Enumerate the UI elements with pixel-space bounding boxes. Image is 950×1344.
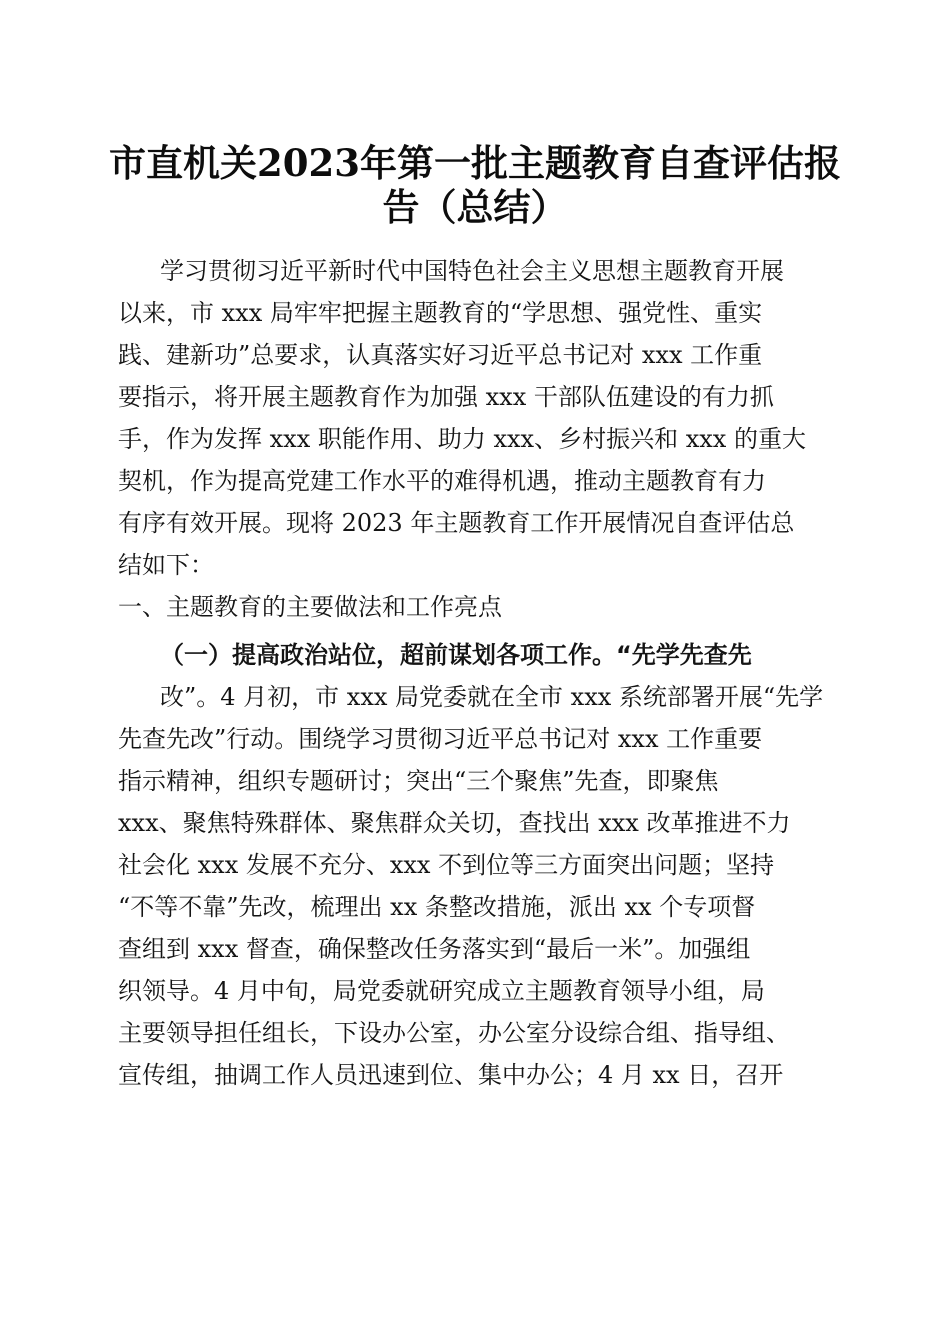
body-line: 指示精神，组织专题研讨；突出“三个聚焦”先查，即聚焦 [118,767,719,795]
section-heading: （一）提高政治站位，超前谋划各项工作。“先学先查先 [160,641,752,669]
body-line: 宣传组，抽调工作人员迅速到位、集中办公；4 月 xx 日，召开 [118,1061,784,1089]
body-line: 主要领导担任组长，下设办公室，办公室分设综合组、指导组、 [118,1019,790,1047]
body-line: 有序有效开展。现将 2023 年主题教育工作开展情况自查评估总 [118,509,795,537]
body-line: 学习贯彻习近平新时代中国特色社会主义思想主题教育开展 [160,257,784,285]
body-line: 一、主题教育的主要做法和工作亮点 [118,593,502,621]
body-line: 手，作为发挥 xxx 职能作用、助力 xxx、乡村振兴和 xxx 的重大 [118,425,806,453]
body-line: 契机，作为提高党建工作水平的难得机遇，推动主题教育有力 [118,467,766,495]
body-line: 先查先改”行动。围绕学习贯彻习近平总书记对 xxx 工作重要 [118,725,763,753]
body-line: 以来，市 xxx 局牢牢把握主题教育的“学思想、强党性、重实 [118,299,763,327]
document-title-line-2: 告（总结） [382,185,568,229]
document-title-line-1: 市直机关2023年第一批主题教育自查评估报 [109,141,841,185]
body-line: 要指示，将开展主题教育作为加强 xxx 干部队伍建设的有力抓 [118,383,774,411]
body-line: “不等不靠”先改，梳理出 xx 条整改措施，派出 xx 个专项督 [118,893,756,921]
body-line: 结如下： [118,551,214,579]
body-line: 查组到 xxx 督查，确保整改任务落实到“最后一米”。加强组 [118,935,751,963]
body-line: 社会化 xxx 发展不充分、xxx 不到位等三方面突出问题；坚持 [118,851,775,879]
body-line: xxx、聚焦特殊群体、聚焦群众关切，查找出 xxx 改革推进不力 [118,809,791,837]
body-line: 织领导。4 月中旬，局党委就研究成立主题教育领导小组，局 [118,977,765,1005]
body-line: 践、建新功”总要求，认真落实好习近平总书记对 xxx 工作重 [118,341,763,369]
body-line: 改”。4 月初，市 xxx 局党委就在全市 xxx 系统部署开展“先学 [160,683,824,711]
